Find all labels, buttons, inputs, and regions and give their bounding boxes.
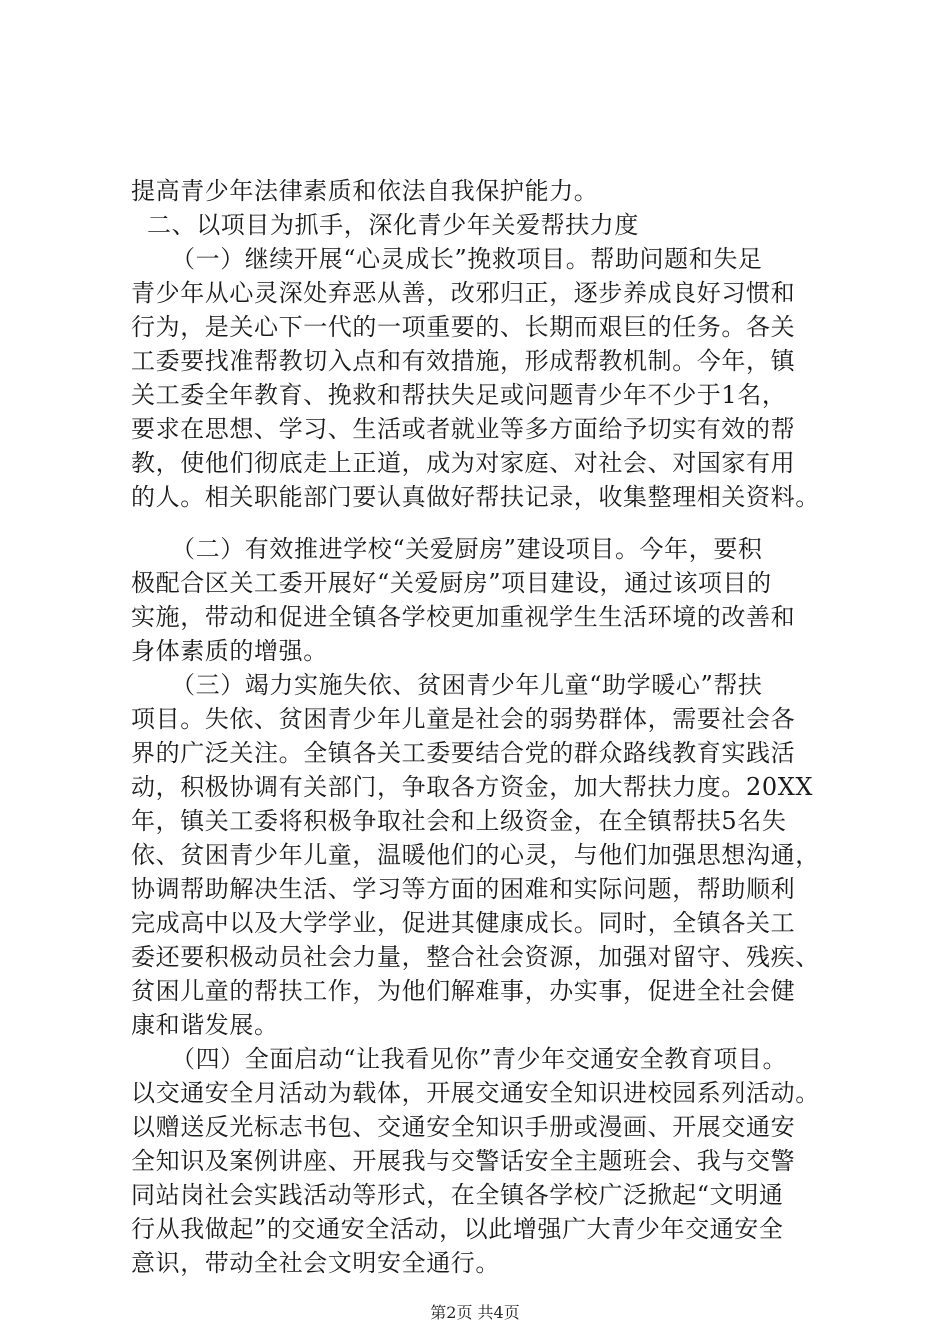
text-line: 界的广泛关注。全镇各关工委要结合党的群众路线教育实践活 xyxy=(131,739,796,767)
text-line: 康和谐发展。 xyxy=(131,1011,279,1039)
text-line: （四）全面启动“让我看见你”青少年交通安全教育项目。 xyxy=(171,1045,788,1073)
text-line: 实施，带动和促进全镇各学校更加重视学生生活环境的改善和 xyxy=(131,603,796,631)
section-heading: 二、以项目为抓手，深化青少年关爱帮扶力度 xyxy=(147,211,639,239)
text-line: 极配合区关工委开展好“关爱厨房”项目建设，通过该项目的 xyxy=(131,569,772,597)
text-line: 工委要找准帮教切入点和有效措施，形成帮教机制。今年，镇 xyxy=(131,347,796,375)
text-line: 项目。失依、贫困青少年儿童是社会的弱势群体，需要社会各 xyxy=(131,705,796,733)
text-line: 的人。相关职能部门要认真做好帮扶记录，收集整理相关资料。 xyxy=(131,483,820,511)
text-line: （一）继续开展“心灵成长”挽救项目。帮助问题和失足 xyxy=(171,245,763,273)
text-line: 意识，带动全社会文明安全通行。 xyxy=(131,1249,500,1277)
text-line: 委还要积极动员社会力量，整合社会资源，加强对留守、残疾、 xyxy=(131,943,820,971)
text-line: 要求在思想、学习、生活或者就业等多方面给予切实有效的帮 xyxy=(131,415,796,443)
text-line: 协调帮助解决生活、学习等方面的困难和实际问题，帮助顺利 xyxy=(131,875,796,903)
text-line: 青少年从心灵深处弃恶从善，改邪归正，逐步养成良好习惯和 xyxy=(131,279,796,307)
text-line: 完成高中以及大学学业，促进其健康成长。同时，全镇各关工 xyxy=(131,909,796,937)
text-line: 以赠送反光标志书包、交通安全知识手册或漫画、开展交通安 xyxy=(131,1113,796,1141)
text-line: 同站岗社会实践活动等形式，在全镇各学校广泛掀起“文明通 xyxy=(131,1181,784,1209)
text-line: 行从我做起”的交通安全活动，以此增强广大青少年交通安全 xyxy=(131,1215,784,1243)
text-line: 身体素质的增强。 xyxy=(131,637,328,665)
text-line: 行为，是关心下一代的一项重要的、长期而艰巨的任务。各关 xyxy=(131,313,796,341)
text-line: 以交通安全月活动为载体，开展交通安全知识进校园系列活动。 xyxy=(131,1079,820,1107)
text-line: 贫困儿童的帮扶工作，为他们解难事，办实事，促进全社会健 xyxy=(131,977,796,1005)
text-line: 依、贫困青少年儿童，温暖他们的心灵，与他们加强思想沟通， xyxy=(131,841,820,869)
text-line: 年，镇关工委将积极争取社会和上级资金，在全镇帮扶5名失 xyxy=(131,807,787,835)
text-line: （二）有效推进学校“关爱厨房”建设项目。今年，要积 xyxy=(171,535,763,563)
text-line: 动，积极协调有关部门，争取各方资金，加大帮扶力度。20XX xyxy=(131,773,814,801)
text-line: （三）竭力实施失依、贫困青少年儿童“助学暖心”帮扶 xyxy=(171,671,763,699)
text-line: 教，使他们彻底走上正道，成为对家庭、对社会、对国家有用 xyxy=(131,449,796,477)
text-line: 全知识及案例讲座、开展我与交警话安全主题班会、我与交警 xyxy=(131,1147,796,1175)
text-line: 提高青少年法律素质和依法自我保护能力。 xyxy=(131,177,599,205)
page-number-footer: 第2页 共4页 xyxy=(430,1303,520,1322)
text-line: 关工委全年教育、挽救和帮扶失足或问题青少年不少于1名， xyxy=(131,381,787,409)
